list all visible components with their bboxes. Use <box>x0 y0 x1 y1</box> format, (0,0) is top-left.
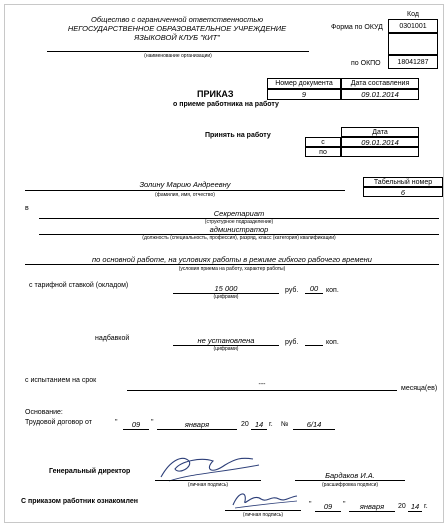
position-prefix: в <box>25 205 29 212</box>
bonus-kop-label: коп. <box>326 339 339 346</box>
position-title-caption: (должность (специальность, профессия), разряд, класс (категория) квалификации) <box>142 235 336 241</box>
okud-label: Форма по ОКУД <box>331 24 383 31</box>
contract-quote-open: " <box>115 419 118 426</box>
code-header: Код <box>407 11 419 18</box>
conditions-value: по основной работе, на условиях работы в режиме гибкого рабочего времени <box>92 255 372 264</box>
contract-year-underline <box>251 429 267 430</box>
bonus-label: надбавкой <box>95 335 130 342</box>
rate-kop-value: 00 <box>309 284 319 293</box>
contract-number-label: № <box>281 421 289 428</box>
director-label: Генеральный директор <box>49 468 131 475</box>
okud-value: 0301001 <box>388 19 438 33</box>
contract-month: января <box>184 420 210 429</box>
bonus-caption: (цифрами) <box>213 346 239 352</box>
basis-label: Основание: <box>25 409 63 416</box>
doc-number-value: 9 <box>267 89 341 100</box>
rate-caption: (цифрами) <box>213 294 239 300</box>
bonus-value: не установлена <box>197 336 255 345</box>
organization-name-line1: Общество с ограниченной ответственностью <box>91 15 263 24</box>
ack-year-prefix: 20 <box>398 503 406 510</box>
tab-number-value: 6 <box>363 187 443 197</box>
rate-rub-label: руб. <box>285 287 299 294</box>
hire-from-label: с <box>305 137 341 147</box>
ack-label: С приказом работник ознакомлен <box>21 498 138 505</box>
ack-month-underline <box>349 511 395 512</box>
rate-kop-underline <box>305 293 323 294</box>
ack-day: 09 <box>323 502 333 511</box>
contract-year-suffix: г. <box>269 421 273 428</box>
employee-signature-icon <box>227 487 301 511</box>
director-sign-underline <box>155 480 261 481</box>
employee-name: Золину Марию Андреевну <box>139 180 231 189</box>
contract-number: 6/14 <box>306 420 322 429</box>
organization-name-line2: НЕГОСУДАРСТВЕННОЕ ОБРАЗОВАТЕЛЬНОЕ УЧРЕЖДЕНИЕ <box>67 24 287 33</box>
director-sign-caption: (личная подпись) <box>187 482 229 488</box>
contract-year: 14 <box>254 420 264 429</box>
okpo-value: 18041287 <box>388 55 438 69</box>
ack-year-suffix: г. <box>424 503 428 510</box>
director-name-caption: (расшифровка подписи) <box>321 482 379 488</box>
ack-year: 14 <box>410 502 420 511</box>
hire-to-label: по <box>305 147 341 157</box>
employee-name-underline <box>25 190 345 191</box>
contract-number-underline <box>293 429 335 430</box>
probation-underline <box>127 390 397 391</box>
rate-label: с тарифной ставкой (окладом) <box>29 282 129 289</box>
organization-name-underline <box>47 51 309 52</box>
order-subtitle: о приеме работника на работу <box>173 101 279 108</box>
probation-label: с испытанием на срок <box>25 377 97 384</box>
doc-number-header: Номер документа <box>267 78 341 89</box>
ack-quote-close: " <box>343 501 346 508</box>
hire-from-value: 09.01.2014 <box>341 137 419 147</box>
contract-quote-close: " <box>151 419 154 426</box>
doc-date-header: Дата составления <box>341 78 419 89</box>
organization-name-line3: ЯЗЫКОВОЙ КЛУБ "КИТ" <box>134 33 220 42</box>
ack-sign-underline <box>225 510 301 511</box>
position-title-value: администратор <box>209 225 269 234</box>
tab-number-header: Табельный номер <box>363 177 443 187</box>
bonus-rub-label: руб. <box>285 339 299 346</box>
probation-value: --- <box>258 381 266 388</box>
director-name: Бардаков И.А. <box>325 471 375 480</box>
contract-day-underline <box>123 429 149 430</box>
order-title: ПРИКАЗ <box>197 89 234 99</box>
contract-year-prefix: 20 <box>241 421 249 428</box>
ack-quote-open: " <box>309 501 312 508</box>
contract-label: Трудовой договор от <box>25 419 92 426</box>
department-caption: (структурное подразделение) <box>204 219 274 225</box>
conditions-underline <box>25 264 439 265</box>
bonus-kop-underline <box>305 345 323 346</box>
rate-value: 15 000 <box>214 284 238 293</box>
hire-label: Принять на работу <box>205 132 271 139</box>
rate-kop-label: коп. <box>326 287 339 294</box>
hire-to-value <box>341 147 419 157</box>
order-page <box>4 4 444 523</box>
employee-name-caption: (фамилия, имя, отчество) <box>155 192 215 198</box>
contract-month-underline <box>157 429 237 430</box>
conditions-caption: (условия приема на работу, характер работы) <box>178 266 286 272</box>
contract-day: 09 <box>131 420 141 429</box>
director-name-underline <box>295 480 405 481</box>
okpo-label: по ОКПО <box>351 60 381 67</box>
ack-sign-caption: (личная подпись) <box>242 512 284 518</box>
okud-blank-cell <box>388 33 438 55</box>
department-value: Секретариат <box>213 209 265 218</box>
ack-day-underline <box>315 511 341 512</box>
hire-date-header: Дата <box>341 127 419 137</box>
probation-suffix: месяца(ев) <box>401 385 438 392</box>
ack-year-underline <box>408 511 422 512</box>
organization-caption: (наименование организации) <box>144 53 212 59</box>
doc-date-value: 09.01.2014 <box>341 89 419 100</box>
ack-month: января <box>359 502 385 511</box>
organization-name <box>47 15 307 42</box>
